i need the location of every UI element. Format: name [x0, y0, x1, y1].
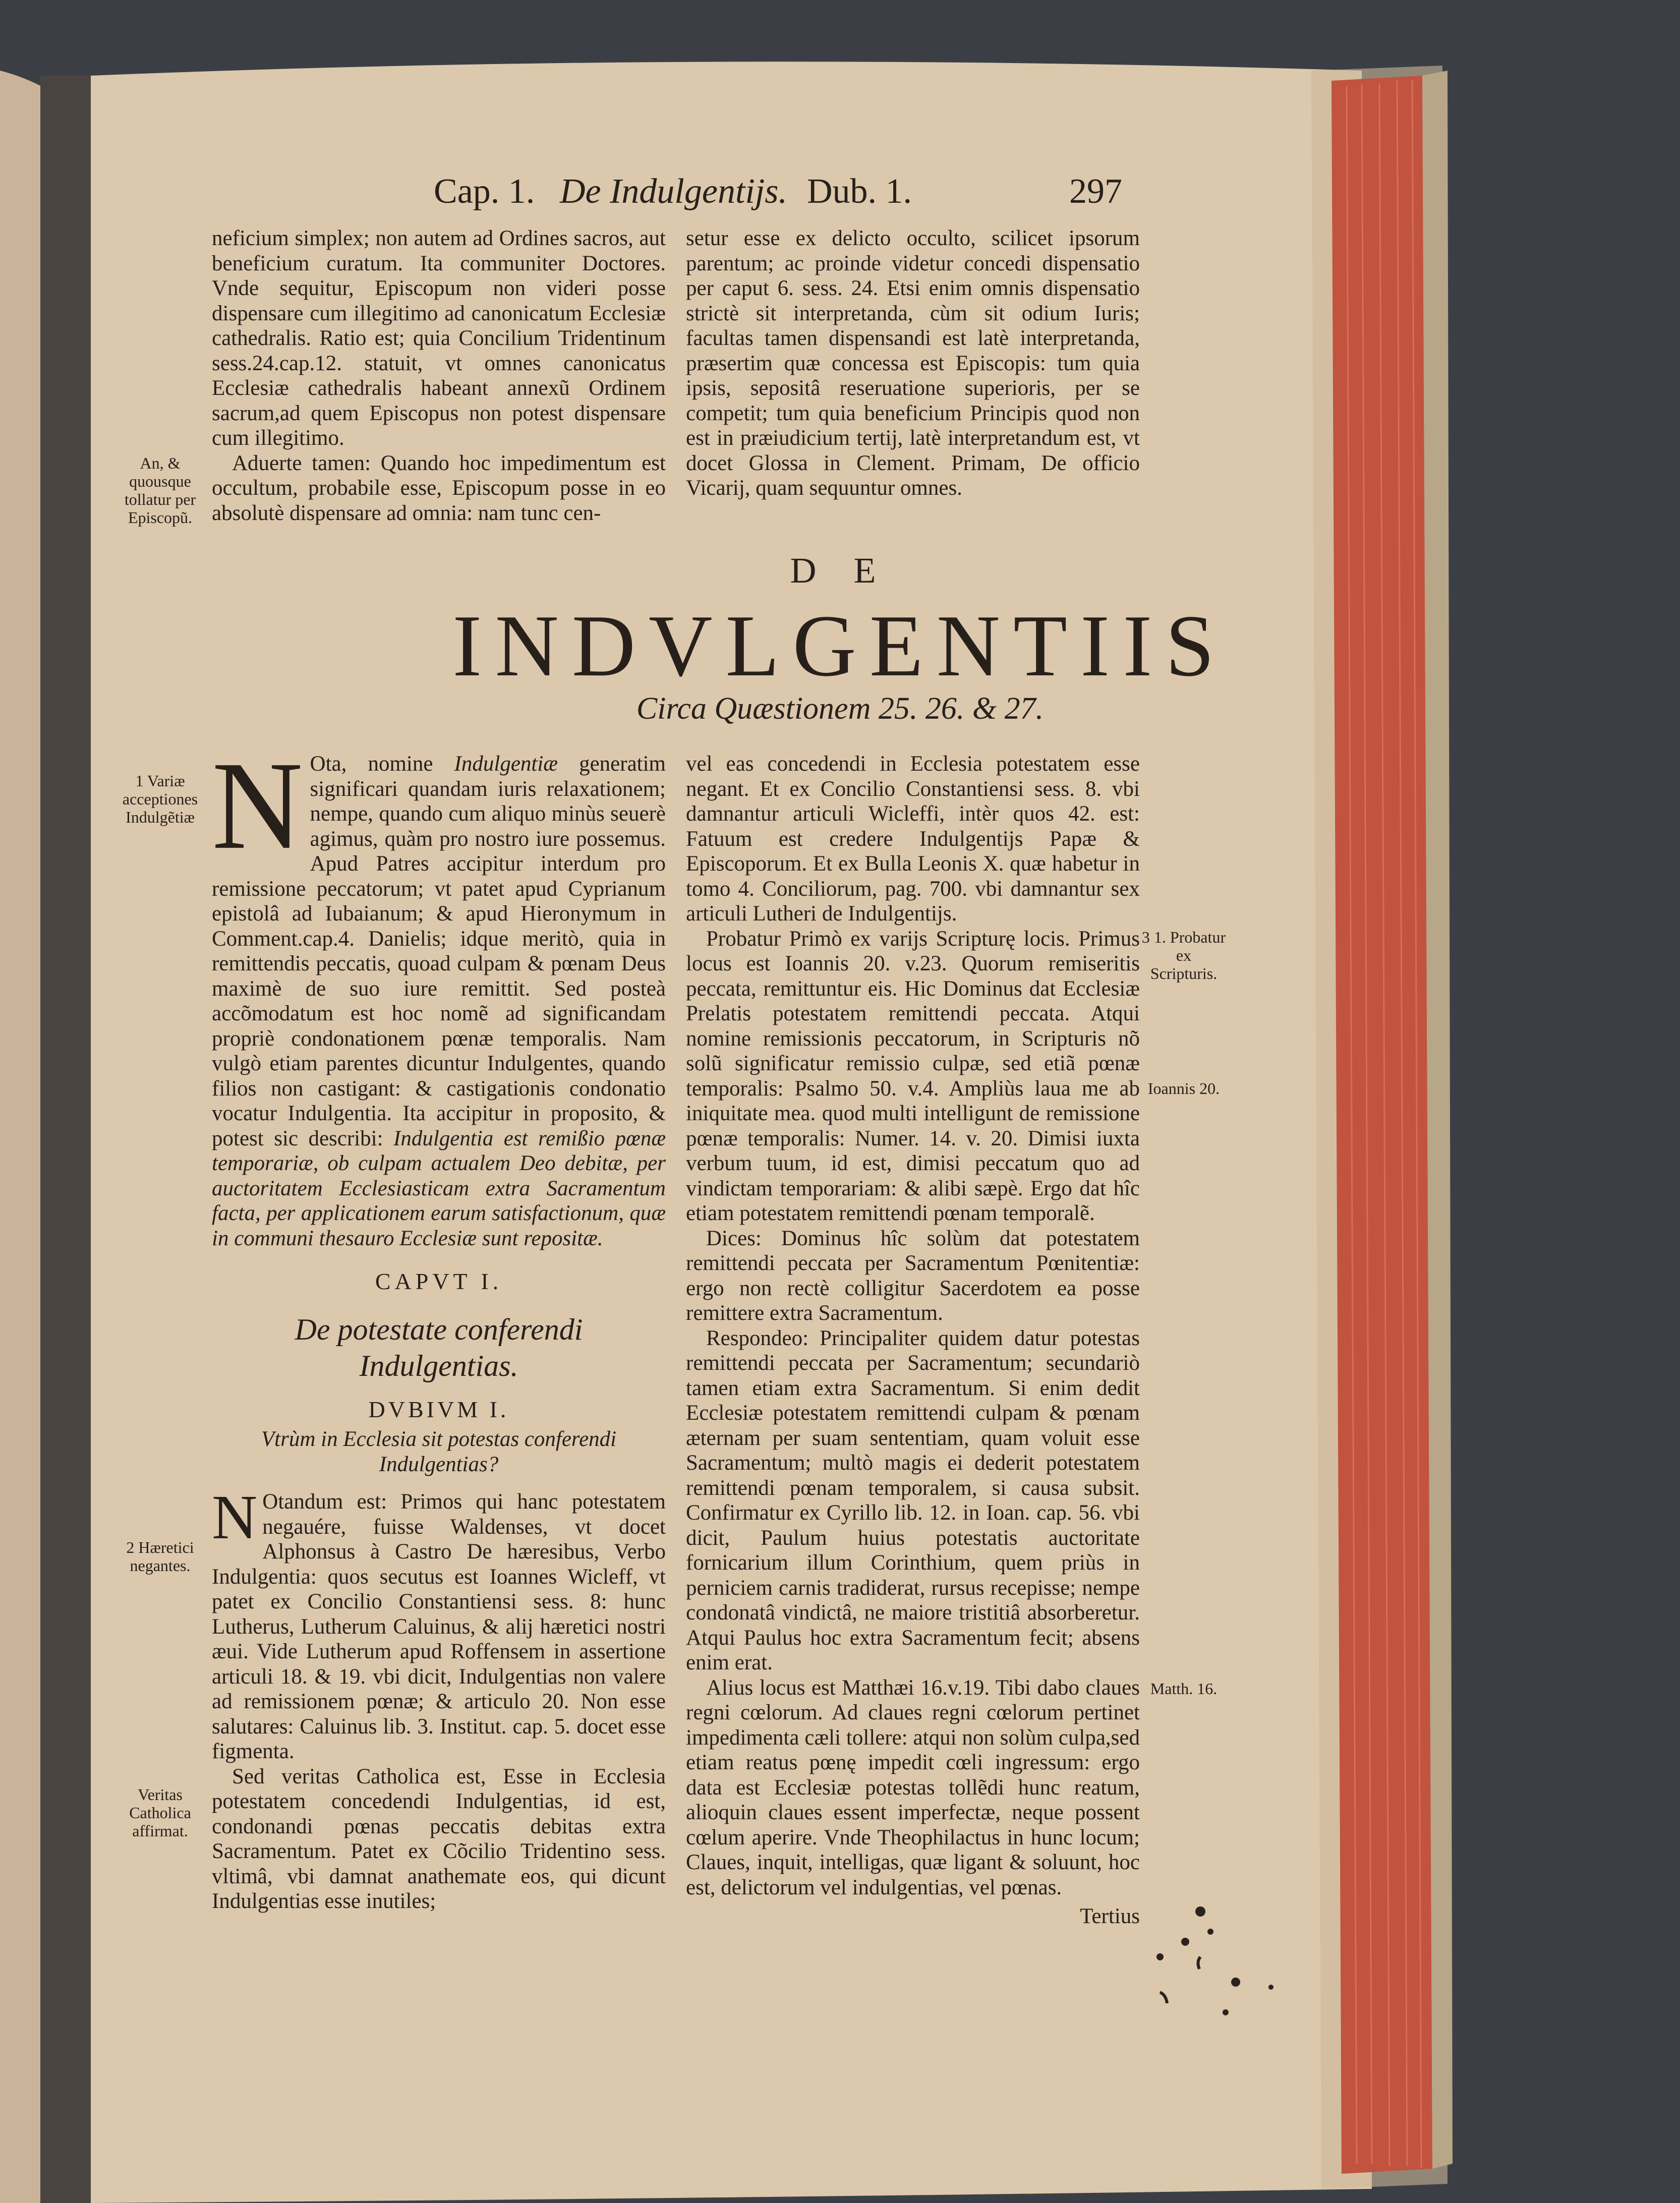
- paragraph: Sed veritas Catholica est, Esse in Ecclesia potestatem concedendi Indulgentias, id est, condonandi pœnas peccatis debitas extra Sacramentum. Patet ex Cõcilio Tridentino sess. vltimâ, vbi damnat anathemate eos, qui dicunt Indulgentias esse inutiles;: [212, 1764, 666, 1913]
- top-right-column: [686, 226, 1140, 501]
- margin-note: An, & quousque tollatur per Episcopũ.: [124, 454, 196, 527]
- margin-note: Matth. 16.: [1150, 1679, 1218, 1698]
- drop-capital: N: [212, 736, 303, 876]
- definition: Indulgentia est remißio pœnæ temporariæ, ob culpam actualem Deo debitæ, per auctoritatem Ecclesiasticam extra Sacramentum facta, per applicationem earum satisfactionum, quæ in communi thesauro Ecclesiæ sunt repositæ.: [212, 1126, 666, 1250]
- title-de: D E: [790, 550, 890, 591]
- dubium-heading: DVBIVM I.: [368, 1396, 509, 1422]
- running-header: [434, 171, 1170, 227]
- margin-note: Ioannis 20.: [1147, 1079, 1220, 1097]
- intro-text: Ota, nomine: [310, 752, 433, 776]
- paragraph: setur esse ex delicto occulto, scilicet ipsorum parentum; ac proinde videtur concedi dispensatio per caput 6. sess. 24. Etsi enim omnis dispensatio strictè sit interpretanda, cùm sit odium Iuris; facultas tamen dispensandi est latè interpretanda, præsertim quæ concessa est Episcopis: tum quia ipsis, sepositâ reseruatione superioris, per se competit; tum quia beneficium Principis quod non est in præiudicium tertij, latè interpretandum est, vt docet Glossa in Clement. Primam, De officio Vicarij, quam sequuntur omnes.: [686, 226, 1140, 500]
- margin-note: Veritas Catholica affirmat.: [129, 1785, 191, 1840]
- left-column: [212, 736, 666, 1914]
- dubium-label: Dub. 1.: [807, 172, 912, 211]
- catchword: Tertius: [1080, 1904, 1140, 1928]
- intro-term: Indulgentiæ: [454, 752, 558, 776]
- margin-note: 1 Variæ acceptiones Indulgẽtiæ: [122, 772, 198, 826]
- margin-note: 3 1. Probatur ex Scripturis.: [1141, 928, 1226, 982]
- margin-note: 2 Hæretici negantes.: [126, 1538, 194, 1575]
- paragraph: Alius locus est Matthæi 16.v.19. Tibi dabo claues regni cœlorum. Ad claues regni cœlorum pertinet impedimenta cæli tollere: atqui non solùm culpa,sed etiam reatus pœnę impedit cœli ingressum: ergo data est Ecclesiæ potestas tollẽdi hunc reatum, alioquin claues essent imperfectæ, neque possent cœlum aperire. Vnde Theophilactus in hunc locum; Claues, inquit, intelligas, quæ ligant & soluunt, hoc est, delictorum vel indulgentias, vel pœnas.: [686, 1675, 1140, 1899]
- intro-text: generatim significari quandam iuris relaxationem; nempe, quando cum aliquo minùs seuerè agimus, quàm pro nostro iure possemus. Apud Patres accipitur interdum pro remissione peccatorum; vt patet apud Cyprianum epistolâ ad Iubaianum; & apud Hieronymum in Comment.cap.4. Danielis; idque meritò, quia in remittendis peccatis, quoad culpam & pœnam Deus maximè de suo iure remittit. Sed posteà accõmodatum est hoc nomẽ ad significandam propriè condonationem pœnæ temporalis. Nam vulgò etiam parentes dicuntur Indulgentes, quando filios non castigant: & castigationis condonatio vocatur Indulgentia. Ita accipitur in proposito, & potest sic describi:: [212, 752, 666, 1150]
- dubium-question: Vtrùm in Ecclesia sit potestas conferendi Indulgentias?: [261, 1427, 617, 1476]
- caput-heading: CAPVT I.: [375, 1268, 503, 1294]
- caput-title: De potestate conferendi Indulgentias.: [295, 1312, 583, 1382]
- chapter-label: Cap. 1.: [434, 172, 535, 211]
- paragraph: [212, 1483, 666, 1764]
- paragraph: Probatur Primò ex varijs Scripturę locis. Primus locus est Ioannis 20. v.23. Quorum remiseritis peccata, remittuntur eis. Hic Dominus dat Ecclesiæ Prelatis potestatem remittendi peccata. Atqui nomine remissionis peccatorum, in Scripturis nõ solũ significatur remissio culpæ, sed etiã pœnæ temporalis: Psalmo 50. v.4. Ampliùs laua me ab iniquitate mea. quod multi intelligunt de remissione pœnæ temporalis: Numer. 14. v. 20. Dimisi iuxta verbum tuum, id est, dimisi peccatum quo ad vindictam temporariam: & alibi sæpè. Ergo dat hîc etiam potestatem remittendi pœnam temporalẽ.: [686, 926, 1140, 1225]
- title-subtitle: Circa Quæstionem 25. 26. & 27.: [636, 691, 1044, 726]
- right-column: [686, 751, 1140, 1929]
- paragraph: Respondeo: Principaliter quidem datur potestas remittendi peccata per Sacramentum; secundariò tamen etiam extra Sacramentum. Si enim dedit Ecclesiæ potestatem remittendi culpam & pœnam æternam per suam sententiam, quam voluit esse Sacramentum; multò magis ei dederit potestatem remittendi pœnam temporalem, si causa subsit. Confirmatur ex Cyrillo lib. 12. in Ioan. cap. 56. vbi dicit, Paulum huius potestatis auctoritate fornicarium illum Corinthium, quem priùs in perniciem carnis tradiderat, rursus recepisse; nempe condonatâ vindictâ, ne maiore tristitiâ absorberetur. Atqui Paulus hoc extra Sacramentum fecit; absens enim erat.: [686, 1326, 1140, 1674]
- drop-capital: N: [212, 1483, 258, 1552]
- paragraph: Dices: Dominus hîc solùm dat potestatem remittendi peccata per Sacramentum Pœnitentiæ: ergo non rectè colligitur Sacerdotem ea posse remittere extra Sacramentum.: [686, 1226, 1140, 1325]
- main-title: INDVLGENTIIS: [452, 597, 1228, 694]
- section-title: De Indulgentijs.: [560, 172, 788, 211]
- paragraph: Aduerte tamen: Quando hoc impedimentum est occultum, probabile esse, Episcopum posse in eo absolutè dispensare ad omnia: nam tunc cen-: [212, 451, 666, 525]
- page-number: 297: [1069, 172, 1122, 211]
- top-left-column: [212, 226, 666, 526]
- paragraph: neficium simplex; non autem ad Ordines sacros, aut beneficium curatum. Ita communiter Doctores. Vnde sequitur, Episcopum non videri posse dispensare cum illegitimo ad canonicatum Ecclesiæ cathedralis. Ratio est; quia Concilium Tridentinum sess.24.cap.12. statuit, vt omnes canonicatus Ecclesiæ cathedralis habeant annexũ Ordinem sacrum,ad quem Episcopus non potest dispensare cum illegitimo.: [212, 226, 666, 450]
- paragraph: vel eas concedendi in Ecclesia potestatem esse negant. Et ex Concilio Constantiensi sess. 8. vbi damnantur articuli Wicleffi, intèr quos 42. est: Fatuum est credere Indulgentijs Papæ & Episcoporum. Et ex Bulla Leonis X. quæ habetur in tomo 4. Conciliorum, pag. 700. vbi damnantur sex articuli Lutheri de Indulgentijs.: [686, 752, 1140, 925]
- paragraph-text: Otandum est: Primos qui hanc potestatem negauére, fuisse Waldenses, vt docet Alphonsus à Castro De hæresibus, Verbo Indulgentia: quos secutus est Ioannes Wicleff, vt patet ex Concilio Constantiensi sess. 8: hunc Lutherus, Lutherum Caluinus, & alij hæretici nostri æui. Vide Lutherum apud Roffensem in assertione articuli 18. & 19. vbi dicit, Indulgentias non valere ad remissionem pœnæ; & articulo 20. Non esse salutares: Caluinus lib. 3. Institut. cap. 5. docet esse figmenta.: [212, 1490, 666, 1763]
